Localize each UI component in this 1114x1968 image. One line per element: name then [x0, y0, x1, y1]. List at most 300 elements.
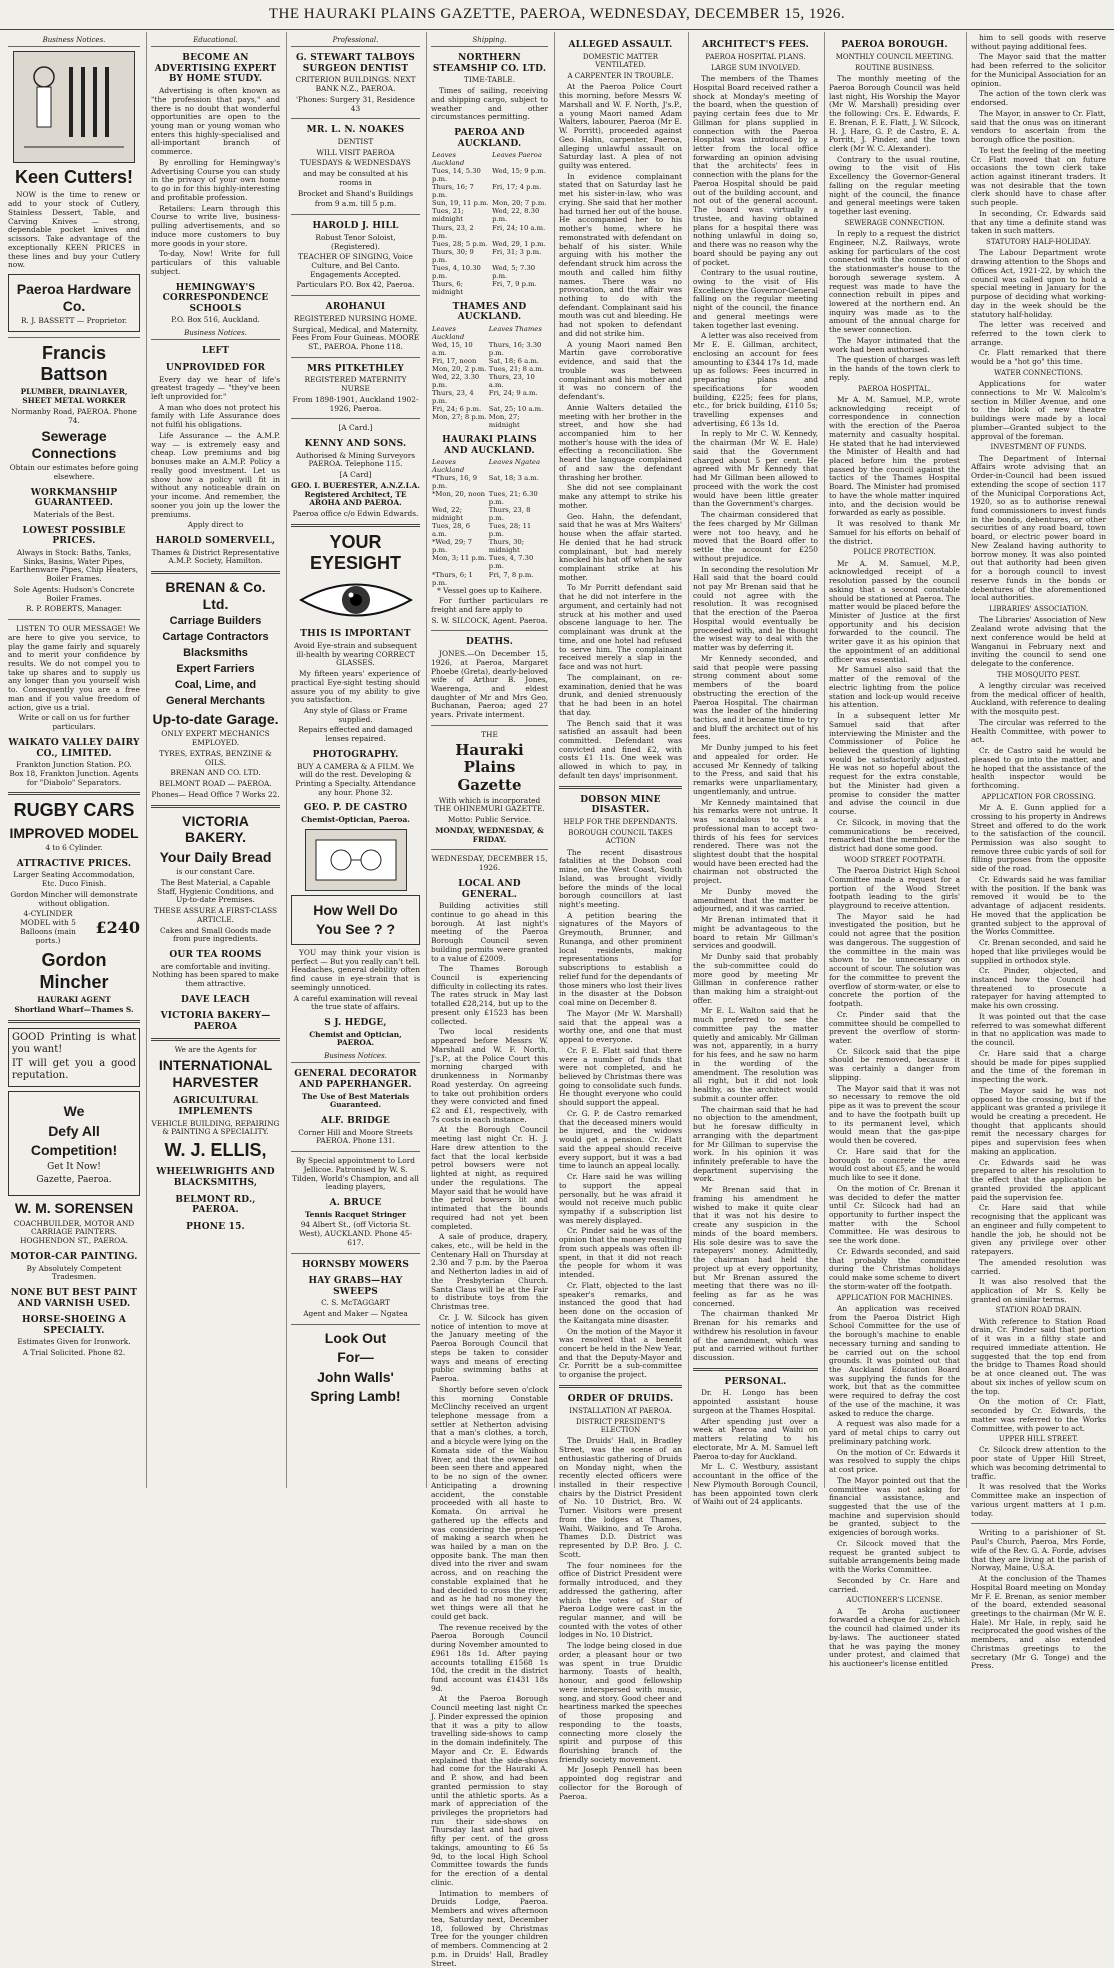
apply: Apply direct to	[187, 520, 244, 530]
table-row	[431, 280, 548, 296]
b23: The Mayor pointed out that the committee was not asking for financial assistance, and suggested that the use of the machine and supervision should be granted, subject to the exigencies of borough works.	[829, 1475, 960, 1538]
repairs: Repairs effected and damaged lenses repaired.	[298, 725, 413, 744]
kaihere: * Vessel goes up to Kaihere.	[437, 585, 542, 595]
holiday: STATUTORY HALF-HOLIDAY.	[986, 238, 1091, 247]
important: THIS IS IMPORTANT	[300, 629, 411, 640]
c32: At the conclusion of the Thames Hospital Board meeting on Monday Mr F. E. Brenan, as senior member of the board, extended seasonal greetings to the chairman (Mr W. E. Hale). Mr Hale, in reply, said he reciprocated the good wishes of the members, and also extended Christmas greetings to the secretary (Mr G. Tonge) and the Press.	[971, 1574, 1107, 1671]
local-body2: The Thames Borough Council is experiencing difficulty in collecting its rates. The rates struck in May last totalled £28,214, but up to the present only £1523 has been collected.	[431, 964, 548, 1026]
cutlery-icon	[19, 57, 129, 157]
talboys: G. STEWART TALBOYS SURGEON DENTIST	[295, 53, 415, 74]
large: LARGE SUM INVOLVED.	[710, 63, 801, 72]
table-cell: Thurs, 6; midnight	[432, 279, 463, 296]
c21: Cr. Hare said that a charge should be made for pipes supplied and the time of the foreman in inspecting the work.	[971, 1048, 1106, 1085]
water: WATER CONNECTIONS.	[994, 368, 1083, 377]
hospital: PAEROA HOSPITAL.	[858, 384, 931, 393]
local-body7: Shortly before seven o'clock this morning Constable McClinchy received an urgent telephone message from a settler at Netherton advising that a man's clothes, a torch, and a bicycle were lying on the Komata side of the Waihou River, and that the owner had been seen there and appeared to be no sign of the owner. Anticipating a drowning accident, the constable proceeded with all haste to Komata. On arrival he gathered up the effects and was considering the prospect of making a search when he was hailed by a man on the opposite bank. The man then dived into the river and swam across, and on reaching the constable explained that he had decided to cross the river, and as he had no money the wet things were all that he could get back.	[431, 1384, 548, 1621]
kenny2: Authorised & Mining Surveyors PAEROA. Telephone 115.	[295, 450, 416, 469]
table-row	[431, 240, 548, 248]
howwell: How Well Do	[313, 901, 398, 918]
paeroa-hardware-prop: R. J. BASSETT — Proprietor.	[20, 316, 128, 326]
c25: The amended resolution was carried.	[971, 1257, 1106, 1276]
phone15: PHONE 15.	[186, 1221, 245, 1232]
c7: The Labour Department wrote drawing attention to the Shops and Offices Act, 1921-22, by which the council was called upon to hold a special meeting in January for the purpose of deciding what working-day in the week should be the statutory half-holiday.	[971, 248, 1106, 319]
table-cell: Wed, 22, 3.30 p.m.	[432, 372, 480, 389]
defy4: Get It Now!	[47, 1161, 101, 1172]
important-body: Avoid Eye-strain and subsequent ill-health by wearing CORRECT GLASSES.	[293, 640, 417, 668]
sewerage-body: Obtain our estimates before going elsewhere.	[9, 463, 139, 482]
tea-body: are comfortable and inviting. Nothing has been spared to make them attractive.	[152, 961, 279, 989]
tue: TUESDAYS & WEDNESDAYS	[300, 158, 411, 168]
hedge: S J. HEDGE,	[324, 1017, 387, 1028]
rugby-cars: RUGBY CARS	[13, 800, 135, 821]
c9: Cr. Flatt remarked that there would be a "hot go" this time.	[971, 348, 1106, 367]
eyesight: YOUR EYESIGHT	[309, 531, 402, 573]
bridge: ALF. BRIDGE	[321, 1115, 390, 1126]
b2: Contrary to the usual routine, owing to the visit of His Excellency the Governor-General falling on the regular meeting night of the council, the finance and general meetings were taken together last evening.	[829, 154, 960, 217]
attractive: ATTRACTIVE PRICES.	[16, 858, 132, 869]
lookout: Look Out	[324, 1329, 387, 1346]
noakes: MR. L. N. NOAKES	[306, 125, 405, 136]
c11: The Department of Internal Affairs wrote advising that an Order-in-Council had been issued extending the scope of section 117 of the Municipal Corporations Act, 1920, so as to authorise renewal fund commissioners to invest funds in the bonds, debentures, or other securities of any road board, town board, or electric power board in New Zealand having authority to borrow money. It was also pointed out that authority had been given for a borough council to invest reserve funds in the bonds or debentures of the aforementioned local authorities.	[971, 453, 1106, 603]
sorensen-trade: COACHBUILDER, MOTOR AND CARRIAGE PAINTERS. HOGHENDON ST., PAEROA.	[13, 1218, 135, 1246]
local-body6: Cr. J. W. Silcock has given notice of intention to move at the January meeting of the Paeroa Borough Council that steps be taken to consider ways and means of erecting public swimming baths at Paeroa.	[431, 1312, 548, 1384]
table-row	[431, 474, 548, 490]
crossing: APPLICATION FOR CROSSING.	[981, 792, 1096, 801]
castro: GEO. P. DE CASTRO	[303, 803, 408, 814]
a15: Mr Brenan said that in framing his amendment he wished to make it quite clear that it was not his desire to create any suspicion in the minds of the board members. His sole desire was to save the ratepayers' money. Admittedly, the chairman had held the project up at every opportunity, but Mr Brenan assured the meeting that there was no ill-feeling as far as he was concerned.	[693, 1185, 818, 1308]
criterion: CRITERION BUILDINGS. NEXT BANK N.Z., PAEROA.	[295, 75, 416, 94]
castro2: Chemist-Optician, Paeroa.	[301, 815, 410, 825]
b16: The Mayor said that it was not so necessary to remove the old pipe as it was to prevent the scour and to have the footpath built up to its permanent level, which would mean that the gas-pipe would then be covered.	[829, 1083, 960, 1146]
hemingway-addr: P.O. Box 516, Auckland.	[171, 315, 260, 325]
workmanship: WORKMANSHIP GUARANTEED.	[30, 487, 118, 509]
column-7	[824, 32, 964, 1668]
dob7: Cr. Pinder said he was of the opinion that the money resulting from such appeals was often ill-spent, in that it did not reach the people for whom it was intended.	[559, 1226, 682, 1280]
c30: It was resolved that the Works Committee make an inspection of various urgent matters at 1 p.m. today.	[971, 1482, 1106, 1518]
c23: Cr. Edwards said he was prepared to alter his resolution to the effect that the application be granted provided the applicant paid the supervision fee.	[971, 1157, 1106, 1202]
local-body5: A sale of produce, drapery, cakes, etc., will be held in the Centenary Hall on Thursday at 2.30 and 7 p.m. by the Paeroa and Netherton ladies in aid of the Presbyterian Church. Santa Claus will be at the Fair to distribute toys from the Christmas tree.	[431, 1232, 548, 1312]
howwell-body: YOU may think your vision is perfect — But you really can't tell. Headaches, general debility often find cause in eye-strain that is seemingly unnoticed.	[291, 947, 420, 992]
c5: To test the feeling of the meeting Cr. Flatt moved that on future occasions the town clerk take action against itinerant traders. It was not desirable that the town clerk should have to chase after such people.	[971, 145, 1106, 208]
b21: A request was also made for a yard of metal chips to carry out preliminary patching work.	[829, 1419, 960, 1446]
ta-head: THAMES AND AUCKLAND.	[452, 301, 527, 323]
printing-box	[8, 1028, 140, 1087]
these: THESE ASSURE A FIRST-CLASS ARTICLE.	[153, 906, 278, 924]
agent-maker: Agent and Maker — Ngatea	[303, 1309, 408, 1319]
constant: is our constant Care.	[176, 867, 255, 877]
b8: Mr A. M. Samuel, M.P., acknowledged receipt of a resolution passed by the council asking that a second constable should be stationed at Paeroa. The matter would be placed before the Minister of Justice at the first opportunity and his decision forwarded to the council. The writer gave it as his opinion that the appointment of an additional officer was essential.	[829, 558, 960, 664]
yousee: You See ? ?	[315, 921, 396, 938]
column-1	[4, 32, 144, 1488]
b7: It was resolved to thank Mr Samuel for his efforts on behalf of the district.	[829, 519, 960, 546]
consulted: and may be consulted at his rooms in	[303, 169, 408, 187]
table-row	[431, 506, 548, 522]
a3: A letter was also received from Mr E. E. Gillman, architect, enclosing an account for fees amounting to £344 17s 1d, made up as follows: Fees incurred in preparing plans and specifications for wooden building, £225; fees for plans, etc., for brick building, £110 5s; travelling expenses and advertising, £6 13s 1d.	[693, 331, 818, 428]
section-head: Educational.	[151, 34, 280, 47]
photo: PHOTOGRAPHY.	[312, 749, 399, 760]
battson-addr: Normanby Road, PAEROA. Phone 74.	[11, 406, 137, 425]
table-cell: Fri, 7, 8 p.m.	[488, 570, 534, 579]
hemingway: HEMINGWAY'S CORRESPONDENCE SCHOOLS	[162, 282, 269, 314]
table-cell: Sat, 25; 10 a.m.	[488, 405, 544, 414]
b11: Cr. Silcock, in moving that the communications be received, remarked that the member for the district had done some good.	[829, 817, 960, 854]
larger: Larger Seating Accommodation, Etc. Duco Finish.	[13, 870, 135, 889]
surgical: Surgical, Medical, and Maternity. Fees From Four Guineas. MOORE ST., PAEROA. Phone 118.	[291, 324, 420, 351]
best: The Best Material, a Capable Staff, Hygienic Conditions, and Up-to-date Premises.	[157, 877, 274, 905]
defy3: Competition!	[30, 1142, 118, 1159]
lowest: LOWEST POSSIBLE PRICES.	[22, 525, 126, 547]
c19: Cr. Pinder, objected, and instanced how the Council had threatened to prosecute a ratepayer for having attempted to make his own crossing.	[971, 966, 1106, 1011]
pa-table	[431, 151, 548, 295]
kenny: KENNY AND SONS.	[304, 439, 407, 449]
photo-body: BUY A CAMERA & A FILM. We will do the rest. Developing & Printing a Specialty. Attendance any hour. Phone 32.	[295, 761, 416, 797]
gazette: Hauraki Plains Gazette	[455, 740, 524, 795]
table-cell: Thurs, 23, 2 p.m.	[432, 223, 474, 240]
table-header-cell: Leaves Auckland	[432, 151, 465, 168]
mincher-agent: HAURAKI AGENT	[37, 994, 111, 1004]
table-row	[431, 264, 548, 280]
materials: Materials of the Best.	[33, 509, 115, 519]
eye-icon	[296, 577, 416, 623]
install: INSTALLATION AT PAEROA.	[569, 1406, 672, 1415]
horse: HORSE-SHOEING A SPECIALTY.	[21, 1315, 127, 1336]
c1: him to sell goods with reserve without paying additional fees.	[971, 33, 1106, 51]
table-cell: Sun, 19, 11 p.m.	[432, 199, 489, 208]
agents-for: We are the Agents for	[174, 1044, 257, 1054]
keen-body: NOW is the time to renew or add to your stock of Cutlery, Stainless Dessert, Table, and Carving Knives — strong, dependable pocket knives and scissors. Take advantage of the exceptionally KEEN PRICES in these lines and buy your Cutlery now.	[8, 190, 140, 270]
c13: A lengthy circular was received from the medical officer of health, Auckland, with reference to dealing with the mosquito pest.	[971, 680, 1106, 717]
local-body3: Two local residents appeared before Messrs W. Marshall and W. F. North, J's.P., at the Police Court this morning charged with drunkenness in Normanby Road yesterday. On agreeing to take out prohibition orders they were convicted and fined £2 and £1, respectively, with 7s costs in each instance.	[431, 1027, 548, 1124]
column-2	[146, 32, 284, 1488]
b25: Seconded by Cr. Hare and carried.	[829, 1575, 960, 1594]
adv-body4: To-day, Now! Write for full particulars of this valuable subject.	[151, 249, 280, 276]
a6: In seconding the resolution Mr Hall said that the board could not pay Mr Brenan said that he could not agree with the resolution. It was recognised that the erection of the Paeroa Hospital would eventually be proceeded with, and he thought the wisest way to deal with the matter was by deferring it.	[693, 564, 818, 653]
routine: ROUTINE BUSINESS.	[854, 63, 935, 72]
table-row	[431, 389, 548, 405]
cyl: 4 to 6 Cylinder.	[45, 843, 103, 853]
left-body: Every day we hear of life's greatest tragedy — "they've been left unprovided for."	[151, 374, 280, 401]
b14: Cr. Pinder said that the committee should be compelled to prevent the overflow of storm-water.	[829, 1009, 960, 1046]
motto: Motto: Public Service.	[447, 815, 532, 825]
b10: In a subsequent letter Mr Samuel said that after interviewing the Minister and the Commissioner of Police he believed the question of lighting would be satisfactorily adjusted. He was not so hopeful about the request for the extra constable, but the Minister had given a promise to consider the matter and advise the council in due course.	[829, 711, 960, 817]
model: 4-CYLINDER MODEL with 5 Balloons (main ports.)	[20, 909, 76, 945]
action: BOROUGH COUNCIL TAKES ACTION	[568, 829, 673, 846]
local-body4: At the Borough Council meeting last night Cr. H. J. Hare drew attention to the fact that the local kerbside petrol bowsers were not lighted at night, as required under the regulations. The Mayor said that he would have the petrol bowsers lit and intimated that the bounds required had not yet been completed.	[431, 1125, 548, 1231]
ta-table	[431, 325, 548, 429]
phones: Phones— Head Office 7 Works 22.	[151, 789, 280, 799]
bridge2: Corner Hill and Moore Streets PAEROA. Phone 131.	[298, 1127, 413, 1146]
tea: OUR TEA ROOMS	[169, 950, 262, 961]
sorensen: W. M. SORENSEN	[14, 1200, 134, 1217]
none: NONE BUT BEST PAINT AND VARNISH USED.	[10, 1287, 138, 1309]
careful: A careful examination will reveal the true state of affairs.	[293, 993, 418, 1012]
carriage: Carriage Builders	[169, 615, 262, 628]
body8: The complainant, on re-examination, denied that he was drunk, and denied strenuously that he had been in an hotel that day.	[559, 672, 682, 717]
deaths-body: JONES.—On December 15, 1926, at Paeroa, Margaret Phoebe (Greta), dearly-beloved wife of Arthur B. Jones, Waerenga, and eldest daughter of Mr and Mrs Geo. Buchanan, Paeroa; aged 27 years. Private interment.	[431, 649, 548, 720]
hpa-table	[431, 458, 548, 586]
table-row	[431, 167, 548, 183]
intl: INTERNATIONAL HARVESTER	[158, 1057, 273, 1090]
table-row	[431, 357, 548, 365]
table-row	[431, 341, 548, 357]
buerester2: Paeroa office c/o Edwin Edwards.	[292, 509, 419, 519]
section-head: Shipping.	[431, 34, 548, 47]
days: MONDAY, WEDNESDAY, & FRIDAY.	[435, 825, 544, 844]
hill: HAROLD J. HILL	[312, 221, 399, 232]
machines: APPLICATION FOR MACHINES.	[836, 1293, 953, 1302]
left: LEFT	[201, 346, 230, 357]
belmont: BELMONT ROAD — PAEROA.	[159, 779, 272, 789]
b13: The Mayor said he had investigated the position, but he could not agree that the position was dangerous. The suggestion of the committee in the main was shown to be unnecessary on account of scour. The solution was for the committee to prevent the overflow of storm-water, or else to concrete the portion of the footpath.	[829, 911, 960, 1009]
tilden: By Special appointment to Lord Jellicoe. Patronised by W. S. Tilden, World's Champion, and all leading players,	[292, 1156, 419, 1192]
c17: Cr. Edwards said he was familiar with the position. If the bank was removed it would be to the advantage of adjacent residents. He moved that the application be granted subject to the approval of the Works Committee.	[971, 874, 1106, 937]
carpenter: A CARPENTER IN TROUBLE.	[567, 72, 674, 81]
dob6: Cr. Hare said he was willing to support the appeal personally, but he was afraid it would not receive much public sympathy if a subscription list was merely displayed.	[559, 1172, 682, 1225]
buerester: GEO. I. BUERESTER, A.N.Z.I.A. Registered Architect, TE AROHA AND PAEROA.	[291, 480, 420, 508]
c3: The action of the town clerk was endorsed.	[971, 89, 1106, 108]
spring: Spring Lamb!	[310, 1388, 401, 1405]
price: £240	[95, 918, 140, 938]
motor-body: By Absolutely Competent Tradesmen.	[26, 1263, 122, 1282]
table-cell: Tues, 21; midnight	[432, 207, 464, 224]
roberts: R. P. ROBERTS, Manager.	[25, 604, 123, 614]
incorporated: With which is incorporated THE OHINEMURI GAZETTE.	[434, 795, 545, 814]
c20: It was pointed out that the case referred to was somewhat different in that no application was made to the council.	[971, 1011, 1106, 1048]
dentist: DENTIST	[337, 137, 374, 147]
table-header-cell: Leaves Ngatea	[488, 458, 541, 467]
auctioneer: AUCTIONEER'S LICENSE.	[846, 1596, 943, 1605]
table-cell: Thurs, 23, 4 p.m.	[432, 388, 474, 405]
card2: [A Card]	[339, 470, 372, 480]
table-cell: Tues, 28; 5 p.m.	[432, 239, 488, 248]
local-body10: Intimation to members of Druids Lodge, Paeroa. Members and wives afternoon tea, Saturday next, December 18, followed by Christmas Tree for the younger children of members. Commencing at 2 p.m. in Druids' Hall, Bradley Street.	[431, 1888, 548, 1968]
timetable: TIME-TABLE.	[463, 75, 516, 85]
b18: On the motion of Cr. Brenan it was decided to defer the matter until Cr. Silcock had had an opportunity to further inspect the matter with the School Committee. He was desirous to see the work done.	[829, 1183, 960, 1246]
left-body3: Life Assurance — the A.M.P. way — is extremely easy and cheap. Low premiums and big bonuses make an A.M.P. Policy a really good investment. Let us show how a policy will fit in without any noticeable drain on your income. And remember, the sooner you join up the lower the premiums.	[151, 430, 280, 519]
b17: Cr. Hare said that for the borough to concrete the area would cost about £5, and he would much like to see it done.	[829, 1146, 960, 1183]
table-cell: Wed, 15; 9 p.m.	[492, 167, 546, 176]
estimates: Estimates Given for Ironwork.	[17, 1337, 131, 1347]
c4: The Mayor, in answer to Cr. Flatt, said that the onus was on itinerant vendors to ascertain from the borough office the position.	[971, 108, 1106, 145]
table-cell: Tues, 4, 7.30 p.m.	[488, 554, 534, 571]
table-header	[431, 325, 548, 341]
tyres: TYRES, EXTRAS, BENZINE & OILS.	[159, 748, 272, 767]
only: ONLY EXPERT MECHANICS EMPLOYED.	[161, 729, 270, 748]
table-row	[431, 207, 548, 223]
defy-box	[8, 1091, 140, 1196]
c15: Cr. de Castro said he would be pleased to go into the matter, and he hoped that the assistance of the health inspector would be forthcoming.	[971, 746, 1106, 791]
arohanui: AROHANUI	[325, 302, 386, 313]
keen-cutters-title: Keen Cutters!	[14, 167, 134, 188]
b6: Mr A. M. Samuel, M.P., wrote acknowledging receipt of correspondence in connection with the erection of the Paeroa maternity and casualty hospital. He stated that he had interviewed the Minister of Health and had placed before him the protest passed by the council against the tactics of the Thames Hospital Board. The Minister had promised to have the whole matter inquired into, and the decision would be forwarded as early as possible.	[829, 394, 960, 518]
c16: Mr A. E. Gunn applied for a crossing to his property in Andrews Street and offered to do the work to the satisfaction of the council. Permission was also sought to remove three cubic yards of soil for filling purposes from the opposite side of the road.	[971, 803, 1106, 874]
dob8: Cr. Flatt, objected to the last speaker's remarks, and instanced the good that had been done on the occasion of the Kaitangata mine disaster.	[559, 1280, 682, 1325]
table-row	[431, 183, 548, 199]
a1: The members of the Thames Hospital Board received rather a shock at Monday's meeting of the board, when the question of paying certain fees due to Mr Gillman for plans supplied in connection with the Paeroa Hospital was introduced by a letter from the local office forwarding an opinion advising that the architects' fees in connection with the plans for the Paeroa Hospital should be paid out of the building account, and not out of the general account. The board was virtually a trustee, and having obtained plans for a hospital there was nothing unlawful in doing so, and there was no reason why the board should be paying any out of pocket.	[693, 74, 818, 267]
cakes: Cakes and Small Goods made from pure ingredients.	[159, 925, 272, 944]
c28: On the motion of Cr. Flatt, seconded by Cr. Edwards, the matter was referred to the Works Committee, with power to act.	[971, 1397, 1106, 1433]
dru2: The four nominees for the office of District President were formally introduced, and they addressed the gathering, after which the votes of Star of Paeroa Lodge were cast in the regular manner, and will be counted with the votes of other lodges in No. 10 District.	[559, 1560, 682, 1640]
table-cell: Wed, 5; 7.30 p.m.	[492, 263, 536, 280]
brenan: BRENAN & Co. Ltd.	[165, 579, 266, 612]
c26: It was also resolved that the application of Mr S. Kelly be granted on similar terms.	[971, 1277, 1106, 1304]
local-body9: At the Paeroa Borough Council meeting last night Cr. J. Pinder expressed the opinion that it was a pity to allow travelling side-shows to camp in the domain indefinitely. The Mayor and Cr. E. Edwards explained that the side-shows had come for the Hauraki A. and P. show, and had been granted permission to stay until the athletic sports. As a mark of appreciation of the privileges the proprietors had run their side-shows on Thursday last and had given fifty per cent. of the gross takings, amounting to £6 5s 9d, to the local High School Committee towards the funds for the erection of a dental clinic.	[431, 1694, 548, 1887]
battson-name: Francis Battson	[40, 342, 108, 385]
masthead: THE HAURAKI PLAINS GAZETTE, PAEROA, WEDNESDAY, DECEMBER 15, 1926.	[0, 0, 1114, 30]
table-cell: Fri, 24; 9 a.m.	[488, 388, 538, 397]
eye-chart-icon	[311, 835, 401, 885]
a11: Mr Brenan intimated that it might be advantageous to the board to retain Mr Gillman's services and goodwill.	[693, 915, 818, 951]
police: POLICE PROTECTION.	[853, 548, 936, 557]
c22: The Mayor said he was not opposed to the crossing, but if the applicant was granted a privilege it would be creating a precedent. He thought that applicants should remit the necessary charges for pipes and supervision fees when making an application.	[971, 1085, 1106, 1156]
arch-sub: PAEROA HOSPITAL PLANS.	[705, 52, 806, 61]
dob3: The Mayor (Mr W. Marshall) said that the appeal was a worthy one, and one that must appeal to everyone.	[559, 1008, 682, 1045]
table-cell: Tues, 28; 11 p.m.	[488, 522, 532, 539]
motor: MOTOR-CAR PAINTING.	[10, 1251, 138, 1262]
fifteen: My fifteen years' experience of practical Eye-sight testing should assure you of my ability to give you satisfaction.	[291, 669, 420, 705]
adv-body: Advertising is often known as "the profession that pays," and there is no doubt that wonderful opportunities are open to the young man or young woman who enters this highly-specialised and all-important branch of commerce.	[151, 86, 280, 157]
somerville-rep: Thames & District Representative A.M.P. Society, Hamilton.	[151, 547, 280, 566]
table-cell: Tues, 4, 10.30 p.m.	[432, 263, 481, 280]
table-cell: Thurs, 23, 10 a.m.	[488, 372, 535, 389]
p3: Mr L. C. Westbury, assistant accountant in the office of the New Plymouth Borough Council, has been appointed town clerk of Waihi out of 24 applicants.	[693, 1462, 818, 1507]
table-cell: Thurs, 23, 8 p.m.	[488, 506, 531, 523]
date: WEDNESDAY, DECEMBER 15, 1926.	[431, 854, 548, 873]
drain: STATION ROAD DRAIN.	[995, 1306, 1082, 1315]
b12: The Paeroa District High School Committee made a request for a portion of the Wood Street footpath leading to the girls' playground to receive attention.	[829, 866, 960, 910]
table-cell: *Thurs, 6; 1 p.m.	[432, 570, 473, 587]
table-row	[431, 538, 548, 554]
left-body2: A man who does not protect his family with Life Assurance does not fulfil his obligations.	[151, 402, 280, 430]
leach: DAVE LEACH	[181, 994, 250, 1005]
table-cell: Thurs, 16; 3.30 p.m.	[488, 340, 542, 357]
further: For further particulars re freight and fare apply to	[431, 596, 548, 614]
personal: PERSONAL.	[724, 1376, 787, 1387]
table-cell: Sat, 18; 6 a.m.	[488, 356, 539, 365]
table-cell: Fri, 31; 3 p.m.	[492, 247, 542, 256]
c29: Cr. Silcock drew attention to the poor state of Upper Hill Street, which was becoming detrimental to traffic.	[971, 1445, 1106, 1481]
improved: IMPROVED MODEL	[9, 824, 139, 841]
table-cell: Mon, 3; 11 p.m.	[432, 554, 487, 563]
defy1: We	[63, 1103, 85, 1120]
local-body: Building activities still continue to go ahead in this borough. At last night's meeting of the Paeroa Borough Council seven building permits were granted to a value of £2009.	[431, 901, 548, 963]
table-row	[431, 365, 548, 373]
body3: A young Maori named Ben Martin gave corroborative evidence, and said that the trouble was between complainant and his mother and it was no concern of the defendant's.	[559, 339, 682, 402]
leach2: VICTORIA BAKERY—PAEROA	[160, 1011, 271, 1033]
expert: Expert Farriers	[176, 663, 255, 676]
body2: In evidence complainant stated that on Saturday last he met his sister-in-law, who was crying. She said that her mother had turned her out of the house. He accompanied her to his mother's home, where he remonstrated with defendant on behalf of his sister. While arguing with his mother the defendant struck him across the mouth and called him filthy names. There was no provocation, and the affair was nothing to do with the defendant. Complainant said his mouth was cut and bleeding. He had not spoken to defendant and did not strike him.	[559, 171, 682, 338]
unprovided: UNPROVIDED FOR	[165, 362, 266, 373]
mincher-wharf: Shortland Wharf—Thames S.	[14, 1005, 134, 1015]
pa-head: PAEROA AND AUCKLAND.	[454, 128, 525, 149]
table-cell: Thurs, 16; 7 p.m.	[432, 183, 474, 200]
table-cell: Wed, 15, 10 a.m.	[432, 340, 473, 357]
eye-illustration	[291, 577, 420, 623]
style: Any style of Glass or Frame supplied.	[303, 705, 408, 724]
pitkethley3: From 1898-1901, Auckland 1902-1926, Paeroa.	[292, 394, 419, 413]
b19: Cr. Edwards seconded, and said that probably the committee during the Christmas holidays could make some scheme to divert the storm-water off the footpath.	[829, 1246, 960, 1291]
cutlery-illustration	[13, 51, 135, 163]
pitkethley: MRS PITKETHLEY	[306, 363, 405, 374]
table-cell: Tues, 14, 5.30 p.m.	[432, 167, 481, 184]
ship-head: NORTHERN STEAMSHIP CO. LTD.	[432, 53, 547, 74]
agric: AGRICULTURAL IMPLEMENTS	[173, 1096, 258, 1118]
ellis-addr: BELMONT RD., PAEROA.	[175, 1194, 256, 1216]
the: THE	[481, 729, 498, 739]
stock: Always in Stock: Baths, Tanks, Sinks, Basins, Water Pipes, Earthenware Pipes, Chip Heaters, Boiler Frames.	[9, 547, 139, 584]
daily: Your Daily Bread	[159, 848, 272, 865]
john: John Walls'	[317, 1368, 394, 1385]
table-cell: Mon, 27; 8 p.m.	[432, 413, 487, 422]
table-cell: Fri, 7, 9 p.m.	[492, 279, 537, 288]
printing2: IT will get you a good reputation.	[12, 1057, 136, 1081]
body5: She did not see complainant make any attempt to strike his mother.	[559, 483, 682, 510]
printing1: GOOD Printing is what you want!	[12, 1032, 136, 1056]
particulars: Particulars P.O. Box 42, Paeroa.	[296, 280, 415, 290]
table-header-cell: Leaves Auckland	[432, 324, 465, 341]
table-cell: Mon, 27; midnight	[488, 413, 520, 430]
use: The Use of Best Materials Guaranteed.	[301, 1091, 410, 1110]
adv-body2: By enrolling for Hemingway's Advertising Course you can study in the privacy of your own home to go in for this highly-interesting and profitable profession.	[151, 157, 280, 202]
visit: DISTRICT PRESIDENT'S ELECTION	[575, 1417, 665, 1435]
funds: INVESTMENT OF FUNDS.	[990, 443, 1087, 452]
b4: The Mayor intimated that the work had been authorised.	[829, 335, 960, 354]
table-row	[431, 405, 548, 413]
upper: UPPER HILL STREET.	[998, 1435, 1079, 1444]
p2: After spending just over a week at Paeroa and Waihi on matters relating to his electorate, Mr A. M. Samuel left Paeroa to-day for Auckland.	[693, 1416, 818, 1461]
brenan2: BRENAN AND CO. LTD.	[170, 768, 261, 778]
local-body8: The revenue received by the Paeroa Borough Council during November amounted to £961 18s 1d. After paying accounts totalling £1568 1s 10d, the credit in the district fund account was £1431 18s 9d.	[431, 1622, 548, 1693]
table-header-cell: Leaves Auckland	[432, 458, 465, 475]
hornsby: HORNSBY MOWERS	[301, 1259, 410, 1270]
druids: ORDER OF DRUIDS.	[567, 1393, 674, 1404]
b9: Mr Samuel also said that the matter of the removal of the electric lighting from the police station and lock-up would receive his attention.	[829, 665, 960, 710]
adv-head: BECOME AN ADVERTISING EXPERT BY HOME STUDY.	[154, 53, 277, 85]
table-cell: Fri, 24; 6 p.m.	[432, 405, 482, 414]
table-row	[431, 522, 548, 538]
a4: In reply to Mr C. W. Kennedy, the chairman (Mr W. E. Hale) said that the Government charged about 5 per cent. He agreed with Mr Kennedy that had Mr Gillman been allowed to proceed with the work the cost would have been little greater than the Government's charges.	[693, 429, 818, 509]
a13: Mr E. L. Walton said that he much preferred to see the committee pay the matter quietly and amicably. Mr Gillman was not, apparently, in a hurry for his fees, and he saw no harm in the wording of the amendment. The resolution was all right, but it did not look healthy, as the architect would submit a counter offer.	[693, 1006, 818, 1103]
table-cell: Fri, 24; 10 a.m.	[492, 223, 546, 232]
dob2: A petition bearing the signatures of the Mayors of Greymouth, Brunner, and Runanga, and other prominent local residents, making representations for subscriptions to establish a relief fund for the dependants of those miners who lost their lives in the disaster at the Dobson coal mine on December 8.	[559, 910, 682, 1008]
a16: The chairman thanked Mr Brenan for his remarks and withdrew his resolution in favour of the amendment, which was put and carried without further discussion.	[693, 1309, 818, 1363]
b3: In reply to a request the district Engineer, N.Z. Railways, wrote asking for particulars of the cost connected with the connection of the stationmaster's house to the borough sewerage system. A request was made to have the connection rebuilt in pipes and lowered at the northern end. An inquiry was made as to the amount of the annual charge for the sewer connection.	[829, 229, 960, 335]
howwell-box	[291, 895, 420, 945]
table-cell: Wed, 22, 8.30 p.m.	[492, 207, 540, 224]
bruce: A. BRUCE	[329, 1198, 382, 1208]
help: HELP FOR THE DEPENDANTS.	[563, 817, 678, 826]
table-cell: *Thurs, 16, 9 p.m.	[432, 474, 478, 491]
table-row	[431, 199, 548, 207]
paeroa-hardware: Paeroa Hardware Co.	[16, 281, 132, 314]
silcock: S. W. SILCOCK, Agent. Paeroa.	[431, 615, 548, 625]
table-cell: Thurs, 30; 9 p.m.	[432, 247, 474, 264]
dob9: On the motion of the Mayor it was resolved that a benefit concert be held in the New Year, and that the Deputy-Mayor and Cr. Porritt be a sub-committee to organise the project.	[559, 1326, 682, 1380]
table-cell: Tues, 21; 8 a.m.	[488, 364, 544, 373]
body1: At the Paeroa Police Court this morning, before Messrs W. Marshall and W. F. North, J's.P., a young Maori named Adam Walters, labourer, Paeroa (Mr E. W. Porritt), proceeded against Geo. Hahn, carpenter, Paeroa, alleging unlawful assault on Saturday last. A plea of not guilty was entered.	[559, 82, 682, 170]
section-head: Professional.	[291, 34, 420, 47]
paeroa-hardware-box	[8, 274, 140, 332]
table-cell: Mon, 20, 2 p.m.	[432, 364, 487, 373]
table-cell: Wed, 22; midnight	[432, 506, 463, 523]
talboys-ph: 'Phones: Surgery 31, Residence 43	[295, 94, 416, 113]
nursing: REGISTERED NURSING HOME.	[293, 313, 418, 323]
garage: Up-to-date Garage.	[152, 710, 279, 727]
table-cell: Wed, 29, 1 p.m.	[492, 239, 546, 248]
table-cell: Tues, 21; 6.30 p.m.	[488, 490, 538, 507]
body7: To Mr Porritt defendant said that he did not interfere in the argument, and certainly had not struck at his mother and used obscene language to her. The complainant was drunk at the time, and one hotel had refused to serve him. The complainant received merely a slap in the face and was not hurt.	[559, 583, 682, 672]
column-8	[966, 32, 1110, 1671]
